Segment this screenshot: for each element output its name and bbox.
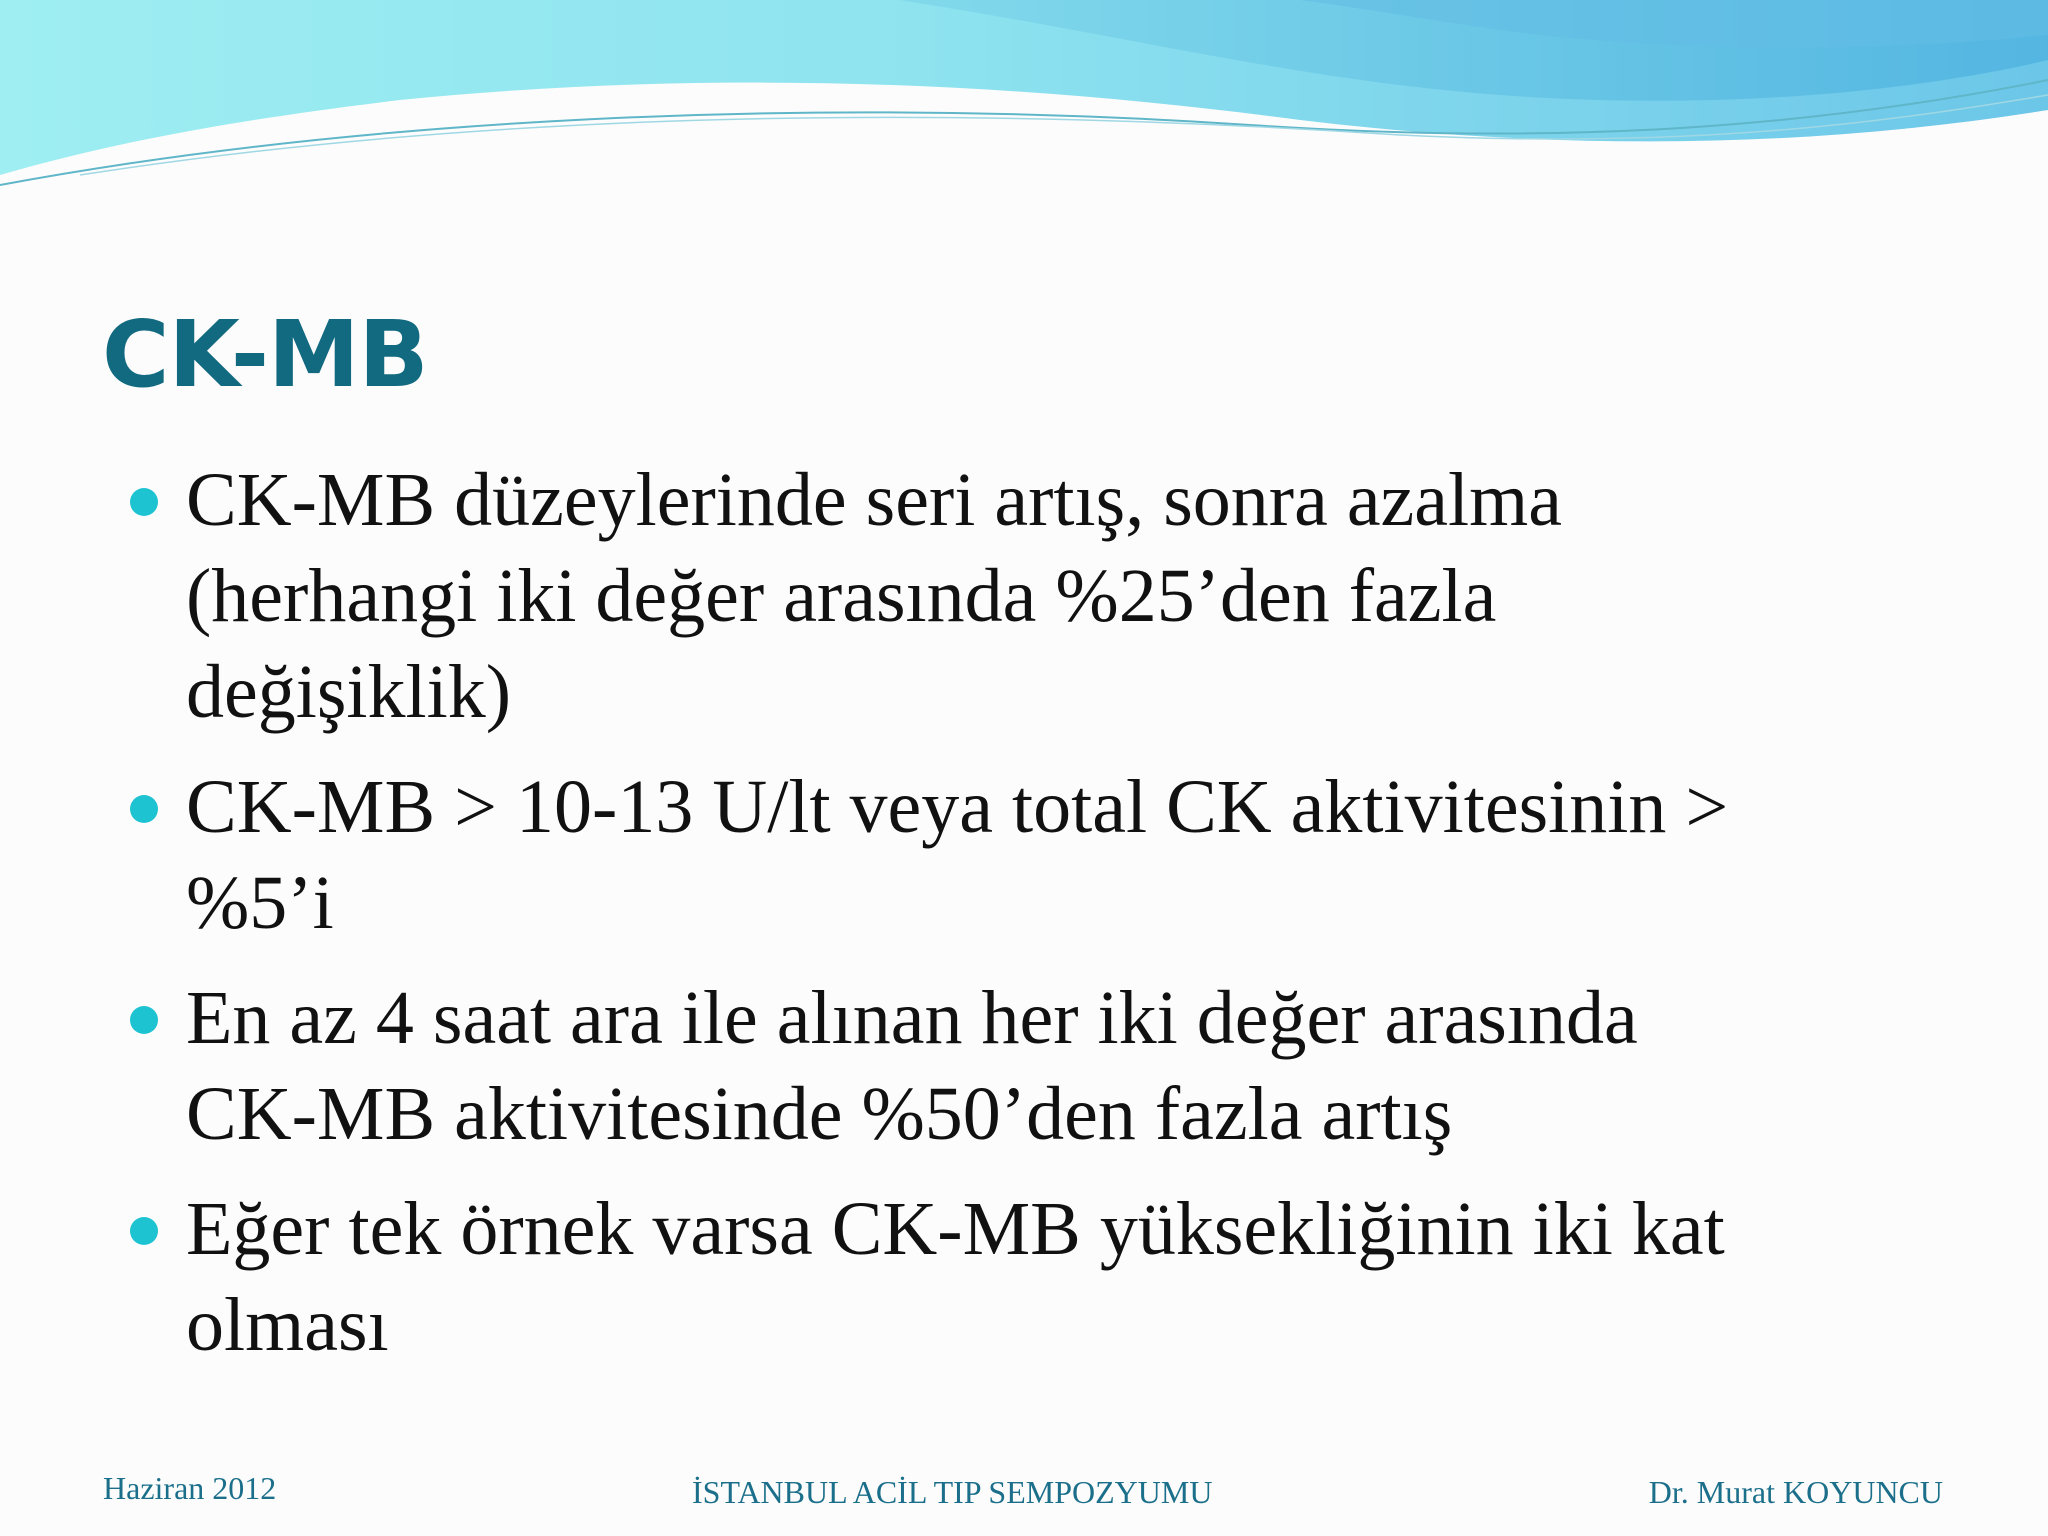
- bullet-line: En az 4 saat ara ile alınan her iki değer arasında: [186, 976, 1638, 1060]
- bullet-line: CK-MB > 10-13 U/lt veya total CK aktivitesinin >: [186, 765, 1729, 849]
- footer-author: Dr. Murat KOYUNCU: [1648, 1474, 1943, 1510]
- bullet-item: [130, 759, 1950, 951]
- bullet-line: (herhangi iki değer arasında %25’den fazla: [186, 554, 1497, 638]
- bullet-line: Eğer tek örnek varsa CK-MB yüksekliğinin iki kat: [186, 1187, 1725, 1271]
- footer-date: Haziran 2012: [103, 1470, 277, 1506]
- header-wave-decoration: [0, 0, 2048, 240]
- bullet-item: [130, 970, 1950, 1162]
- slide-title: CK-MB: [102, 301, 428, 408]
- bullet-line: CK-MB düzeylerinde seri artış, sonra azalma: [186, 458, 1562, 542]
- footer-event: İSTANBUL ACİL TIP SEMPOZYUMU: [692, 1474, 1213, 1510]
- bullet-item: [130, 1181, 1950, 1373]
- bullet-line: %5’i: [186, 861, 334, 945]
- bullet-dot-icon: [130, 795, 158, 823]
- bullet-dot-icon: [130, 488, 158, 516]
- bullet-line: olması: [186, 1283, 389, 1367]
- bullet-item: [130, 452, 1950, 740]
- bullet-dot-icon: [130, 1217, 158, 1245]
- bullet-dot-icon: [130, 1006, 158, 1034]
- bullet-list: [130, 452, 1950, 1392]
- bullet-line: değişiklik): [186, 650, 512, 734]
- bullet-line: CK-MB aktivitesinde %50’den fazla artış: [186, 1072, 1453, 1156]
